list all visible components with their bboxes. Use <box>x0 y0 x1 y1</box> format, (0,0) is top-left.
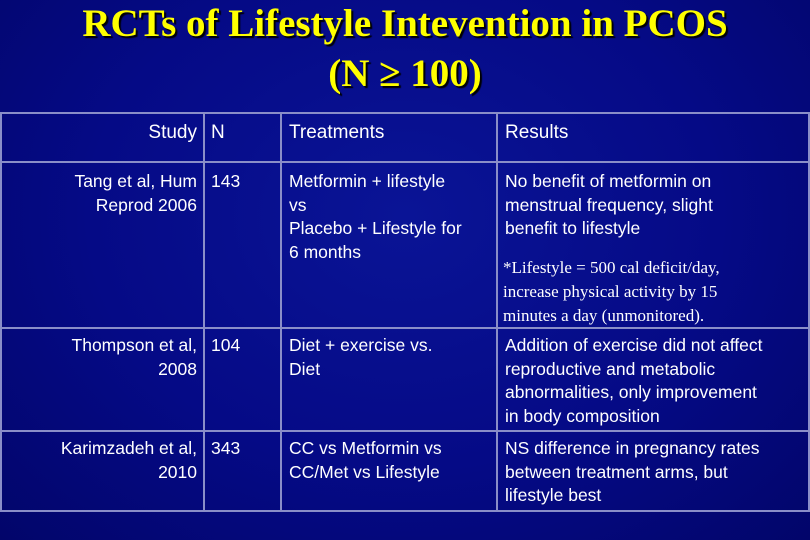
header-study: Study <box>148 122 197 143</box>
row3-study: Karimzadeh et al, 2010 <box>60 438 197 482</box>
row2-n: 104 <box>211 335 241 355</box>
header-treatments: Treatments <box>289 122 385 143</box>
table-rule-top <box>0 112 810 114</box>
header-results: Results <box>505 122 569 143</box>
row1-n: 143 <box>211 171 241 191</box>
row1-results: No benefit of metformin on menstrual frequency, slight benefit to lifestyle <box>505 171 713 238</box>
slide-title-line2: (N ≥ 100) <box>328 52 482 95</box>
row2-study: Thompson et al, 2008 <box>71 335 197 379</box>
table-rule-col3 <box>496 112 498 512</box>
slide-title-line1: RCTs of Lifestyle Intevention in PCOS <box>82 2 728 45</box>
row1-study: Tang et al, Hum Reprod 2006 <box>74 171 197 215</box>
row3-n: 343 <box>211 438 241 458</box>
row2-results: Addition of exercise did not affect reproductive and metabolic abnormalities, only improvement in body composition <box>505 335 763 426</box>
row1-lifestyle-note: *Lifestyle = 500 cal deficit/day, increase physical activity by 15 minutes a day (unmonitored). <box>503 258 720 325</box>
header-n: N <box>211 122 225 143</box>
row1-treatments: Metformin + lifestyle vs Placebo + Lifestyle for 6 months <box>289 171 462 262</box>
table-rule-header <box>0 161 810 163</box>
table-rule-col2 <box>280 112 282 512</box>
table-rule-bottom <box>0 510 810 512</box>
row3-results: NS difference in pregnancy rates between treatment arms, but lifestyle best <box>505 438 760 505</box>
table-rule-col1 <box>203 112 205 512</box>
table-rule-row2 <box>0 430 810 432</box>
row2-treatments: Diet + exercise vs. Diet <box>289 335 433 379</box>
row3-treatments: CC vs Metformin vs CC/Met vs Lifestyle <box>289 438 442 482</box>
